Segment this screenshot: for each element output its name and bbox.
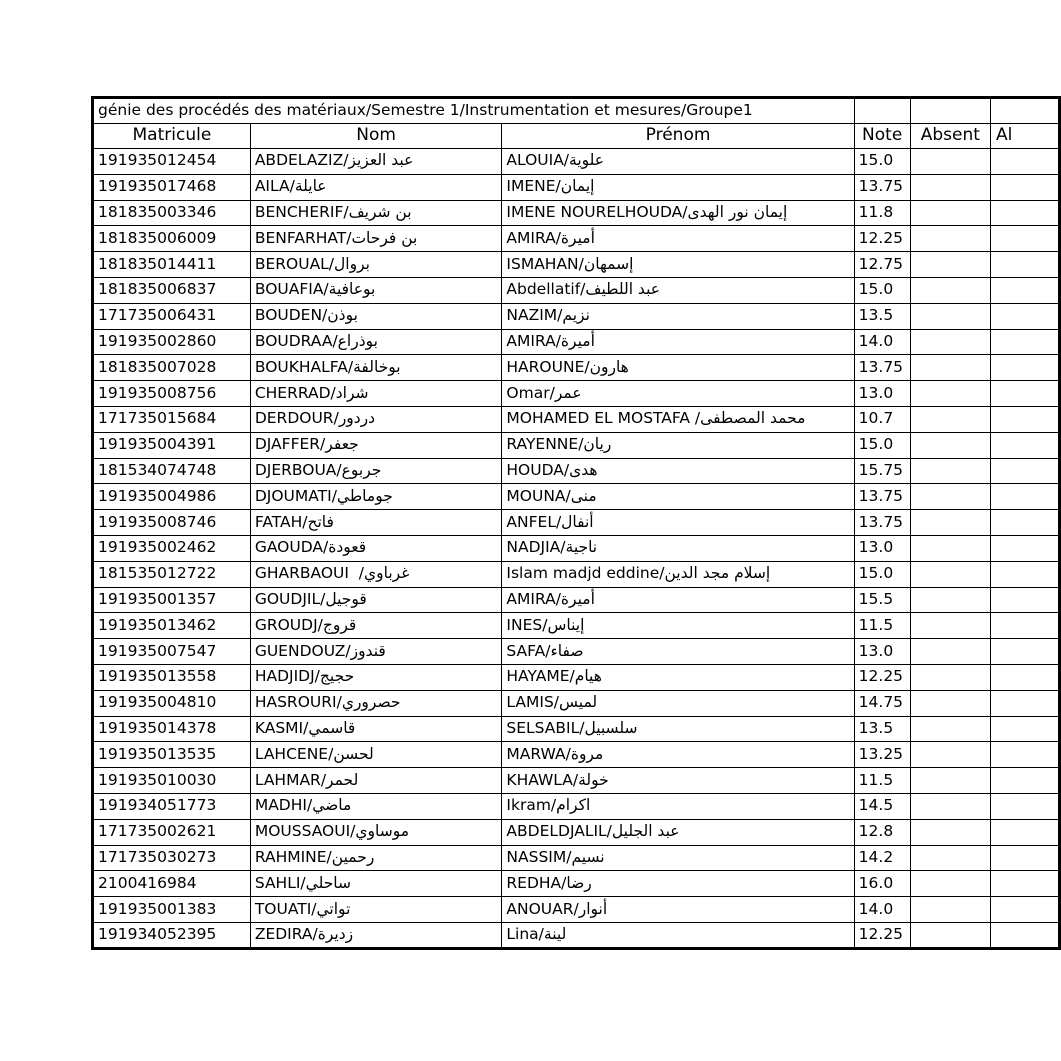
prenom-cell: Ikram/اكرام <box>502 793 854 819</box>
table-row <box>93 226 1060 252</box>
note-cell: 13.0 <box>854 381 910 407</box>
nom-cell: BENFARHAT/بن فرحات <box>250 226 502 252</box>
nom-cell: SAHLI/ساحلي <box>250 871 502 897</box>
extra-cell <box>990 587 1059 613</box>
matricule-cell: 171735002621 <box>93 819 251 845</box>
matricule-cell: 171735030273 <box>93 845 251 871</box>
extra-cell <box>990 922 1059 948</box>
note-cell: 14.75 <box>854 690 910 716</box>
note-cell: 14.2 <box>854 845 910 871</box>
absent-cell <box>910 252 990 278</box>
nom-cell: CHERRAD/شراد <box>250 381 502 407</box>
nom-cell: MOUSSAOUI/موساوي <box>250 819 502 845</box>
nom-cell: MADHI/ماضي <box>250 793 502 819</box>
extra-cell <box>990 277 1059 303</box>
matricule-cell: 2100416984 <box>93 871 251 897</box>
absent-cell <box>910 922 990 948</box>
note-cell: 16.0 <box>854 871 910 897</box>
table-row <box>93 510 1060 536</box>
absent-cell <box>910 587 990 613</box>
extra-cell <box>990 355 1059 381</box>
table-row <box>93 484 1060 510</box>
matricule-cell: 181835006009 <box>93 226 251 252</box>
extra-cell <box>990 613 1059 639</box>
nom-cell: DERDOUR/دردور <box>250 406 502 432</box>
nom-cell: DJAFFER/جعفر <box>250 432 502 458</box>
extra-cell <box>990 432 1059 458</box>
note-cell: 14.0 <box>854 897 910 923</box>
nom-cell: DJERBOUA/جربوع <box>250 458 502 484</box>
prenom-cell: HOUDA/هدى <box>502 458 854 484</box>
table-row <box>93 613 1060 639</box>
prenom-cell: MOHAMED EL MOSTAFA /محمد المصطفى <box>502 406 854 432</box>
col-header-note: Note <box>854 124 910 149</box>
title-row <box>93 98 1060 124</box>
nom-cell: BEROUAL/بروال <box>250 252 502 278</box>
table-row <box>93 329 1060 355</box>
nom-cell: BOUKHALFA/بوخالفة <box>250 355 502 381</box>
title-row-empty-cell-extra <box>990 98 1059 124</box>
table-body <box>93 149 1060 949</box>
absent-cell <box>910 845 990 871</box>
note-cell: 10.7 <box>854 406 910 432</box>
nom-cell: BOUDEN/بوذن <box>250 303 502 329</box>
note-cell: 13.0 <box>854 535 910 561</box>
note-cell: 13.75 <box>854 484 910 510</box>
matricule-cell: 191935008746 <box>93 510 251 536</box>
note-cell: 15.75 <box>854 458 910 484</box>
note-cell: 12.25 <box>854 226 910 252</box>
extra-cell <box>990 510 1059 536</box>
matricule-cell: 191935013535 <box>93 742 251 768</box>
absent-cell <box>910 639 990 665</box>
absent-cell <box>910 768 990 794</box>
nom-cell: BENCHERIF/بن شريف <box>250 200 502 226</box>
sheet-title: génie des procédés des matériaux/Semestre 1/Instrumentation et mesures/Groupe1 <box>93 98 855 124</box>
grades-table <box>91 96 1061 950</box>
nom-cell: BOUAFIA/بوعافية <box>250 277 502 303</box>
extra-cell <box>990 793 1059 819</box>
absent-cell <box>910 200 990 226</box>
title-row-empty-cell-note <box>854 98 910 124</box>
table-row <box>93 432 1060 458</box>
extra-cell <box>990 561 1059 587</box>
col-header-matricule: Matricule <box>93 124 251 149</box>
prenom-cell: ISMAHAN/إسمهان <box>502 252 854 278</box>
prenom-cell: KHAWLA/خولة <box>502 768 854 794</box>
table-row <box>93 793 1060 819</box>
table-row <box>93 535 1060 561</box>
table-row <box>93 871 1060 897</box>
extra-cell <box>990 226 1059 252</box>
matricule-cell: 191935004810 <box>93 690 251 716</box>
matricule-cell: 191935010030 <box>93 768 251 794</box>
nom-cell: GHARBAOUI /غرباوي <box>250 561 502 587</box>
matricule-cell: 181535012722 <box>93 561 251 587</box>
prenom-cell: RAYENNE/ريان <box>502 432 854 458</box>
table-row <box>93 716 1060 742</box>
matricule-cell: 191935001383 <box>93 897 251 923</box>
absent-cell <box>910 561 990 587</box>
absent-cell <box>910 897 990 923</box>
note-cell: 13.0 <box>854 639 910 665</box>
matricule-cell: 191934051773 <box>93 793 251 819</box>
matricule-cell: 191935002860 <box>93 329 251 355</box>
matricule-cell: 181835014411 <box>93 252 251 278</box>
note-cell: 13.75 <box>854 510 910 536</box>
prenom-cell: IMENE NOURELHOUDA/إيمان نور الهدى <box>502 200 854 226</box>
extra-cell <box>990 252 1059 278</box>
table-row <box>93 664 1060 690</box>
absent-cell <box>910 355 990 381</box>
matricule-cell: 191935004391 <box>93 432 251 458</box>
note-cell: 11.5 <box>854 768 910 794</box>
absent-cell <box>910 664 990 690</box>
matricule-cell: 191935004986 <box>93 484 251 510</box>
prenom-cell: HAROUNE/هارون <box>502 355 854 381</box>
header-row <box>93 124 1060 149</box>
matricule-cell: 181835006837 <box>93 277 251 303</box>
table-row <box>93 690 1060 716</box>
table-row <box>93 174 1060 200</box>
prenom-cell: Omar/عمر <box>502 381 854 407</box>
absent-cell <box>910 174 990 200</box>
extra-cell <box>990 381 1059 407</box>
prenom-cell: ALOUIA/علوية <box>502 149 854 175</box>
absent-cell <box>910 303 990 329</box>
extra-cell <box>990 845 1059 871</box>
nom-cell: LAHCENE/لحسن <box>250 742 502 768</box>
prenom-cell: INES/إيناس <box>502 613 854 639</box>
absent-cell <box>910 381 990 407</box>
table-row <box>93 200 1060 226</box>
table-row <box>93 303 1060 329</box>
prenom-cell: ABDELDJALIL/عبد الجليل <box>502 819 854 845</box>
nom-cell: GUENDOUZ/قندوز <box>250 639 502 665</box>
nom-cell: GAOUDA/قعودة <box>250 535 502 561</box>
nom-cell: HASROURI/حصروري <box>250 690 502 716</box>
prenom-cell: Islam madjd eddine/إسلام مجد الدين <box>502 561 854 587</box>
absent-cell <box>910 613 990 639</box>
table-row <box>93 768 1060 794</box>
prenom-cell: MOUNA/منى <box>502 484 854 510</box>
table-row <box>93 381 1060 407</box>
absent-cell <box>910 484 990 510</box>
extra-cell <box>990 690 1059 716</box>
table-row <box>93 819 1060 845</box>
table-row <box>93 845 1060 871</box>
absent-cell <box>910 871 990 897</box>
nom-cell: AILA/عايلة <box>250 174 502 200</box>
note-cell: 14.0 <box>854 329 910 355</box>
extra-cell <box>990 871 1059 897</box>
absent-cell <box>910 793 990 819</box>
extra-cell <box>990 639 1059 665</box>
absent-cell <box>910 329 990 355</box>
absent-cell <box>910 149 990 175</box>
prenom-cell: MARWA/مروة <box>502 742 854 768</box>
note-cell: 12.8 <box>854 819 910 845</box>
col-header-absent: Absent <box>910 124 990 149</box>
table-row <box>93 277 1060 303</box>
matricule-cell: 191935001357 <box>93 587 251 613</box>
prenom-cell: HAYAME/هيام <box>502 664 854 690</box>
table-row <box>93 922 1060 948</box>
table-row <box>93 458 1060 484</box>
note-cell: 15.0 <box>854 277 910 303</box>
grade-sheet <box>91 96 1061 950</box>
matricule-cell: 191935013462 <box>93 613 251 639</box>
prenom-cell: IMENE/إيمان <box>502 174 854 200</box>
nom-cell: DJOUMATI/جوماطي <box>250 484 502 510</box>
note-cell: 15.0 <box>854 149 910 175</box>
extra-cell <box>990 303 1059 329</box>
prenom-cell: Lina/لينة <box>502 922 854 948</box>
table-row <box>93 355 1060 381</box>
extra-cell <box>990 664 1059 690</box>
nom-cell: RAHMINE/رحمين <box>250 845 502 871</box>
nom-cell: BOUDRAA/بوذراع <box>250 329 502 355</box>
matricule-cell: 191935017468 <box>93 174 251 200</box>
nom-cell: GOUDJIL/قوجيل <box>250 587 502 613</box>
extra-cell <box>990 200 1059 226</box>
matricule-cell: 191935002462 <box>93 535 251 561</box>
table-row <box>93 587 1060 613</box>
matricule-cell: 171735015684 <box>93 406 251 432</box>
matricule-cell: 181835003346 <box>93 200 251 226</box>
table-row <box>93 742 1060 768</box>
extra-cell <box>990 329 1059 355</box>
note-cell: 15.0 <box>854 432 910 458</box>
prenom-cell: AMIRA/أميرة <box>502 587 854 613</box>
matricule-cell: 191935013558 <box>93 664 251 690</box>
extra-cell <box>990 484 1059 510</box>
absent-cell <box>910 406 990 432</box>
note-cell: 15.0 <box>854 561 910 587</box>
nom-cell: ZEDIRA/زديرة <box>250 922 502 948</box>
matricule-cell: 191934052395 <box>93 922 251 948</box>
note-cell: 13.5 <box>854 303 910 329</box>
prenom-cell: LAMIS/لميس <box>502 690 854 716</box>
note-cell: 13.75 <box>854 355 910 381</box>
extra-cell <box>990 819 1059 845</box>
prenom-cell: SAFA/صفاء <box>502 639 854 665</box>
extra-cell <box>990 535 1059 561</box>
table-row <box>93 406 1060 432</box>
col-header-prenom: Prénom <box>502 124 854 149</box>
absent-cell <box>910 819 990 845</box>
note-cell: 11.8 <box>854 200 910 226</box>
nom-cell: KASMI/قاسمي <box>250 716 502 742</box>
extra-cell <box>990 897 1059 923</box>
table-row <box>93 252 1060 278</box>
nom-cell: FATAH/فاتح <box>250 510 502 536</box>
nom-cell: ABDELAZIZ/عبد العزيز <box>250 149 502 175</box>
note-cell: 12.25 <box>854 922 910 948</box>
note-cell: 15.5 <box>854 587 910 613</box>
table-row <box>93 897 1060 923</box>
table-row <box>93 149 1060 175</box>
extra-cell <box>990 458 1059 484</box>
absent-cell <box>910 716 990 742</box>
absent-cell <box>910 690 990 716</box>
absent-cell <box>910 458 990 484</box>
absent-cell <box>910 277 990 303</box>
nom-cell: LAHMAR/لحمر <box>250 768 502 794</box>
prenom-cell: Abdellatif/عبد اللطيف <box>502 277 854 303</box>
prenom-cell: NAZIM/نزيم <box>502 303 854 329</box>
extra-cell <box>990 406 1059 432</box>
nom-cell: HADJIDJ/حجيج <box>250 664 502 690</box>
matricule-cell: 171735006431 <box>93 303 251 329</box>
extra-cell <box>990 716 1059 742</box>
table-row <box>93 639 1060 665</box>
prenom-cell: ANOUAR/أنوار <box>502 897 854 923</box>
matricule-cell: 191935014378 <box>93 716 251 742</box>
extra-cell <box>990 768 1059 794</box>
extra-cell <box>990 174 1059 200</box>
prenom-cell: SELSABIL/سلسبيل <box>502 716 854 742</box>
absent-cell <box>910 742 990 768</box>
prenom-cell: ANFEL/أنفال <box>502 510 854 536</box>
note-cell: 13.5 <box>854 716 910 742</box>
matricule-cell: 181835007028 <box>93 355 251 381</box>
note-cell: 12.75 <box>854 252 910 278</box>
prenom-cell: AMIRA/أميرة <box>502 226 854 252</box>
extra-cell <box>990 742 1059 768</box>
title-row-empty-cell-absent <box>910 98 990 124</box>
note-cell: 13.75 <box>854 174 910 200</box>
table-row <box>93 561 1060 587</box>
absent-cell <box>910 510 990 536</box>
absent-cell <box>910 226 990 252</box>
absent-cell <box>910 535 990 561</box>
note-cell: 13.25 <box>854 742 910 768</box>
prenom-cell: AMIRA/أميرة <box>502 329 854 355</box>
col-header-nom: Nom <box>250 124 502 149</box>
absent-cell <box>910 432 990 458</box>
nom-cell: GROUDJ/قروج <box>250 613 502 639</box>
extra-cell <box>990 149 1059 175</box>
matricule-cell: 191935012454 <box>93 149 251 175</box>
note-cell: 11.5 <box>854 613 910 639</box>
note-cell: 12.25 <box>854 664 910 690</box>
prenom-cell: REDHA/رضا <box>502 871 854 897</box>
prenom-cell: NASSIM/نسيم <box>502 845 854 871</box>
matricule-cell: 191935008756 <box>93 381 251 407</box>
col-header-extra: Al <box>990 124 1059 149</box>
nom-cell: TOUATI/تواتي <box>250 897 502 923</box>
prenom-cell: NADJIA/ناجية <box>502 535 854 561</box>
matricule-cell: 191935007547 <box>93 639 251 665</box>
note-cell: 14.5 <box>854 793 910 819</box>
matricule-cell: 181534074748 <box>93 458 251 484</box>
